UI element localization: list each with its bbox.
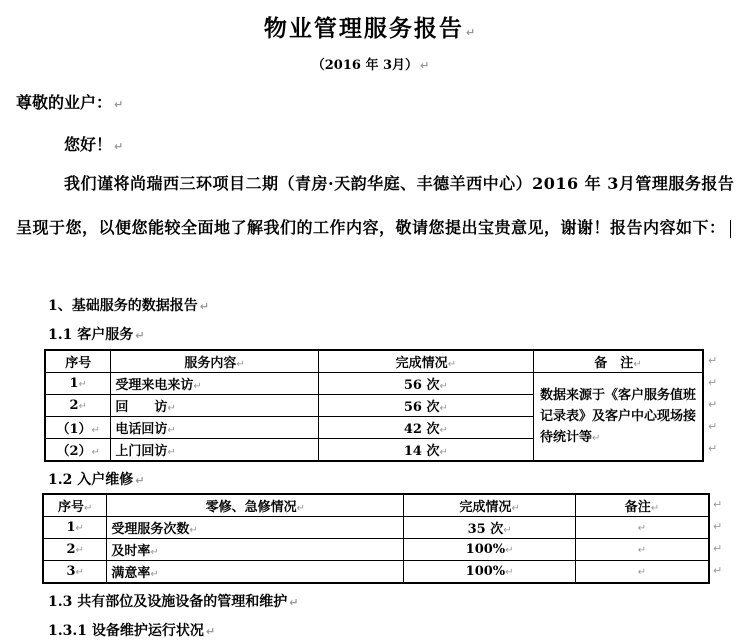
cell-mark-icon: ↵ [296, 503, 306, 514]
table-header-row [43, 494, 709, 517]
table-header-row [45, 350, 703, 373]
text-cursor[interactable] [730, 220, 731, 238]
cell-mark-icon: ↵ [91, 447, 100, 458]
row-end-mark-icon: ↵ [708, 354, 718, 367]
cell-mark-icon: ↵ [189, 525, 198, 536]
paragraph-mark-icon: ↵ [135, 329, 145, 342]
row-end-mark-icon: ↵ [708, 442, 718, 455]
cell-mark-icon: ↵ [78, 401, 87, 412]
cell-item: 回 访↵ [111, 395, 318, 417]
cell-mark-icon: ↵ [633, 359, 642, 370]
row-end-mark-icon: ↵ [713, 520, 723, 533]
cell-item: 满意率↵ [107, 561, 404, 584]
cell-result: 56 次↵ [318, 395, 533, 417]
cell-item: 受理服务次数↵ [107, 517, 404, 539]
cell-result: 56 次↵ [318, 373, 533, 395]
header-cell-remark: 备注↵ [575, 494, 709, 517]
table-row [45, 373, 703, 395]
cell-result: 100%↵ [404, 561, 576, 584]
cell-result: 14 次↵ [318, 439, 533, 462]
header-cell-content: 零修、急修情况↵ [107, 494, 404, 517]
paragraph-mark-icon: ↵ [114, 98, 124, 111]
cell-no: （2）↵ [45, 439, 111, 462]
cell-mark-icon: ↵ [193, 381, 202, 392]
intro-text: 我们谨将尚瑞西三环项目二期（青房·天韵华庭、丰德羊西中心）2016 年 3月管理服务报告呈现于您，以便您能较全面地了解我们的工作内容，敬请您提出宝贵意见，谢谢！报告内容如下： [16, 174, 735, 237]
section-1-heading-text: 1、基础服务的数据报告 [48, 298, 198, 314]
cell-mark-icon: ↵ [439, 381, 448, 392]
cell-no: 1↵ [43, 517, 107, 539]
cell-result: 100%↵ [404, 539, 576, 561]
cell-mark-icon: ↵ [167, 425, 176, 436]
section-1-3-heading [48, 591, 298, 611]
paragraph-mark-icon: ↵ [205, 625, 216, 638]
cell-no: 3↵ [43, 561, 107, 584]
paragraph-mark-icon: ↵ [199, 300, 209, 313]
cell-mark-icon: ↵ [511, 503, 520, 514]
cell-item: 上门回访↵ [111, 439, 318, 462]
row-end-mark-icon: ↵ [713, 564, 723, 577]
cell-mark-icon: ↵ [439, 403, 448, 414]
paragraph-mark-icon: ↵ [135, 474, 145, 487]
paragraph-mark-icon: ↵ [114, 140, 124, 153]
cell-remark [575, 539, 709, 561]
home-repair-table [42, 493, 710, 584]
header-cell-content: 服务内容↵ [111, 350, 318, 373]
salutation-text: 尊敬的业户： [16, 93, 113, 112]
cell-mark-icon: ↵ [91, 425, 100, 436]
row-end-mark-icon: ↵ [713, 498, 723, 511]
header-cell-remark: 备 注↵ [534, 350, 704, 373]
customer-service-table [44, 349, 704, 462]
document-title [0, 10, 741, 43]
section-1-3-1-heading-text: 1.3.1 设备维护运行状况 [48, 623, 204, 639]
cell-mark-icon: ↵ [150, 547, 159, 558]
intro-paragraph [16, 162, 736, 250]
cell-mark-icon: ↵ [592, 432, 601, 444]
row-end-mark-icon: ↵ [708, 398, 718, 411]
header-cell-no: 序号↵ [43, 494, 107, 517]
cell-mark-icon: ↵ [505, 567, 514, 578]
table-row [43, 561, 709, 584]
paragraph-mark-icon: ↵ [289, 596, 299, 609]
cell-mark-icon: ↵ [637, 567, 647, 578]
section-1-3-1-heading [48, 620, 215, 640]
section-1-3-heading-text: 1.3 共有部位及设施设备的管理和维护 [48, 594, 288, 610]
cell-item: 电话回访↵ [111, 417, 318, 439]
paragraph-mark-icon: ↵ [465, 26, 478, 39]
cell-mark-icon: ↵ [83, 503, 93, 514]
report-date [0, 54, 741, 73]
greeting-text: 您好！ [64, 135, 113, 154]
date-text: （2016 年 3月） [311, 58, 419, 73]
cell-mark-icon: ↵ [150, 569, 159, 580]
cell-mark-icon: ↵ [167, 403, 176, 414]
cell-item: 及时率↵ [107, 539, 404, 561]
cell-mark-icon: ↵ [167, 447, 176, 458]
cell-item: 受理来电来访↵ [111, 373, 318, 395]
cell-mark-icon: ↵ [75, 567, 84, 578]
remark-cell: 数据来源于《客户服务值班记录表》及客户中心现场接待统计等↵ [534, 373, 704, 462]
section-1-1-heading-text: 1.1 客户服务 [48, 327, 134, 343]
cell-mark-icon: ↵ [637, 523, 647, 534]
cell-mark-icon: ↵ [78, 379, 87, 390]
row-end-mark-icon: ↵ [708, 420, 718, 433]
paragraph-mark-icon: ↵ [420, 59, 430, 72]
cell-mark-icon: ↵ [637, 545, 647, 556]
header-cell-no: 序号 [45, 350, 111, 373]
cell-mark-icon: ↵ [447, 359, 457, 370]
cell-no: 2↵ [45, 395, 111, 417]
cell-mark-icon: ↵ [236, 359, 245, 370]
cell-mark-icon: ↵ [439, 425, 448, 436]
section-1-2-heading [48, 469, 144, 489]
salutation [16, 90, 123, 113]
cell-no: 1↵ [45, 373, 111, 395]
cell-mark-icon: ↵ [505, 545, 514, 556]
cell-result: 35 次↵ [404, 517, 576, 539]
cell-remark [575, 561, 709, 584]
section-1-heading [48, 295, 209, 315]
greeting [64, 132, 123, 155]
header-cell-result: 完成情况↵ [318, 350, 533, 373]
section-1-1-heading [48, 324, 144, 344]
header-cell-result: 完成情况↵ [404, 494, 576, 517]
table-row [43, 517, 709, 539]
cell-no: 2↵ [43, 539, 107, 561]
title-text: 物业管理服务报告 [263, 15, 464, 42]
cell-mark-icon: ↵ [75, 523, 84, 534]
cell-remark [575, 517, 709, 539]
row-end-mark-icon: ↵ [713, 542, 723, 555]
cell-mark-icon: ↵ [503, 525, 512, 536]
cell-no: （1）↵ [45, 417, 111, 439]
cell-result: 42 次↵ [318, 417, 533, 439]
row-end-mark-icon: ↵ [708, 376, 718, 389]
table-row [43, 539, 709, 561]
cell-mark-icon: ↵ [75, 545, 84, 556]
cell-mark-icon: ↵ [650, 503, 660, 514]
section-1-2-heading-text: 1.2 入户维修 [48, 472, 134, 488]
cell-mark-icon: ↵ [439, 447, 448, 458]
